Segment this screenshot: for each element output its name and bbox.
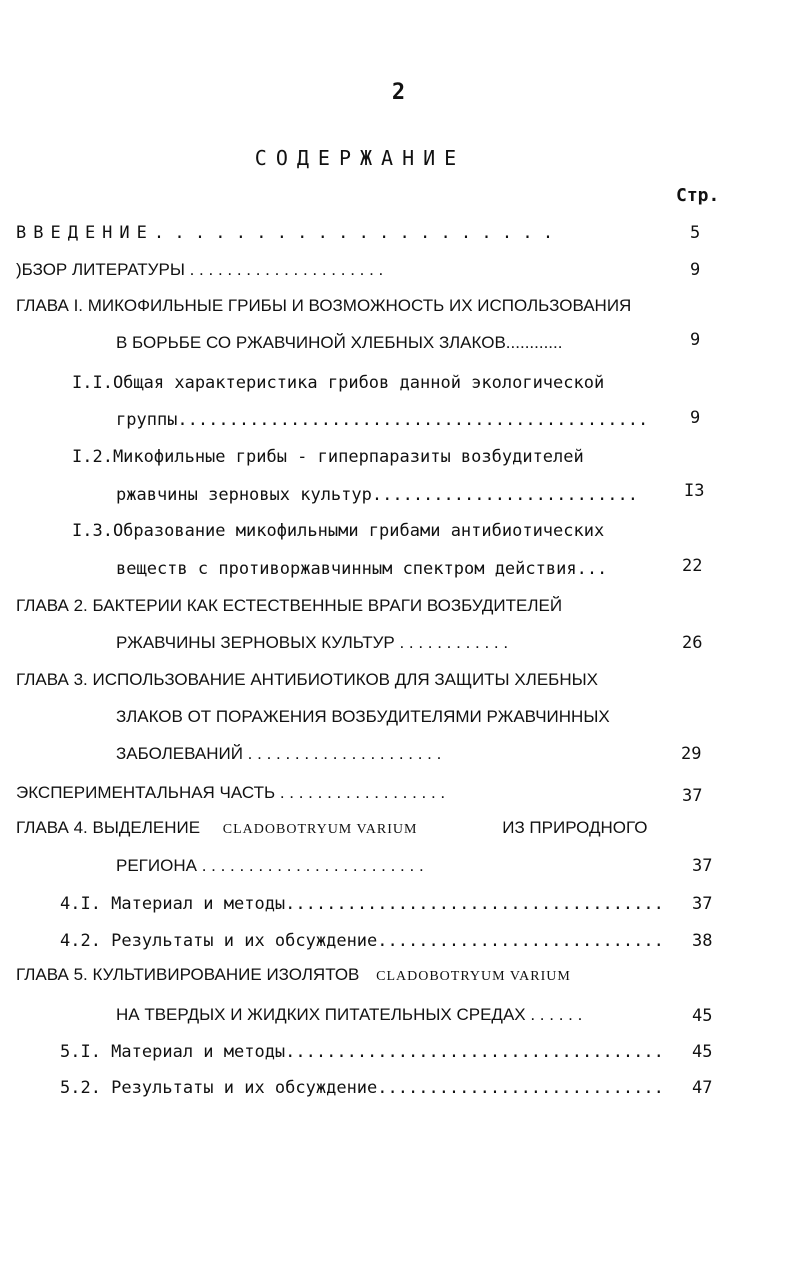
toc-entry-chapter-1 [16,293,676,319]
entry-text: ГЛАВА 5. КУЛЬТИВИРОВАНИЕ ИЗОЛЯТОВ [16,965,360,984]
toc-title: СОДЕРЖАНИЕ [254,146,466,170]
entry-text: ЗАБОЛЕВАНИЙ [116,744,243,763]
entry-text: ВВЕДЕНИЕ [16,223,154,243]
entry-text-after: ИЗ ПРИРОДНОГО [502,818,648,837]
leader-dots: . . . . . . . . . . . . . . . . . . . . . . . . [201,856,424,875]
entry-page: 47 [692,1078,713,1098]
entry-text: ГЛАВА I. МИКОФИЛЬНЫЕ ГРИБЫ И ВОЗМОЖНОСТЬ ИХ ИСПОЛЬЗОВАНИЯ [16,296,632,315]
toc-entry-chapter-2-cont [116,630,661,656]
entry-text: ГЛАВА 4. ВЫДЕЛЕНИЕ [16,818,201,837]
toc-entry-experimental [16,780,678,806]
toc-entry-1-2 [72,444,672,470]
entry-page: 5 [690,223,701,243]
leader-dots: ............ [505,333,563,352]
toc-entry-introduction [16,220,666,246]
entry-text: 5.2. Результаты и их обсуждение [60,1078,378,1098]
entry-text: РЖАВЧИНЫ ЗЕРНОВЫХ КУЛЬТУР [116,633,395,652]
entry-page: 37 [692,894,713,914]
entry-text: ГЛАВА 3. ИСПОЛЬЗОВАНИЕ АНТИБИОТИКОВ ДЛЯ ЗАЩИТЫ ХЛЕБНЫХ [16,670,598,689]
entry-page: 26 [682,633,703,653]
entry-page: 22 [682,556,703,576]
leader-dots: .............................................. [177,410,649,430]
toc-entry-chapter-3-cont2 [116,741,676,767]
latin-species-name: CLADOBOTRYUM VARIUM [376,969,571,984]
entry-text: НА ТВЕРДЫХ И ЖИДКИХ ПИТАТЕЛЬНЫХ СРЕДАХ [116,1005,526,1024]
toc-entry-literature-review [16,257,666,283]
entry-page: 9 [690,408,701,428]
entry-text: В БОРЬБЕ СО РЖАВЧИНОЙ ХЛЕБНЫХ ЗЛАКОВ [116,333,506,352]
entry-text: 4.I. Материал и методы [60,894,286,914]
entry-text: )БЗОР ЛИТЕРАТУРЫ [16,260,185,279]
entry-text: ржавчины зерновых культур [116,485,372,505]
entry-text: РЕГИОНА [116,856,197,875]
leader-dots: . . . . . . . . . . . . [399,633,509,652]
toc-entry-chapter-1-cont [116,330,656,356]
toc-entry-1-1-cont [116,407,682,433]
toc-entry-chapter-2 [16,593,656,619]
leader-dots: . . . . . . . . . . . . . . . . . . . . . [247,744,442,763]
toc-entry-5-2 [60,1075,680,1101]
toc-entry-1-3 [72,518,672,544]
entry-page: I3 [684,481,705,501]
leader-dots: ..................................... [285,894,664,914]
entry-page: 9 [690,260,701,280]
toc-entry-5-1 [60,1039,680,1065]
toc-entry-1-3-cont [116,556,661,582]
entry-text: ГЛАВА 2. БАКТЕРИИ КАК ЕСТЕСТВЕННЫЕ ВРАГИ ВОЗБУДИТЕЛЕЙ [16,596,563,615]
entry-page: 29 [681,744,702,764]
toc-entry-1-1 [72,370,672,396]
entry-page: 45 [692,1006,713,1026]
leader-dots: .......................... [371,485,638,505]
toc-entry-chapter-4 [16,815,716,841]
leader-dots: . . . . . . . . . . . . . . . . . . . . [153,223,554,243]
entry-page: 37 [682,786,703,806]
entry-page: 38 [692,931,713,951]
leader-dots: . . . . . . [530,1005,583,1024]
toc-entry-4-1 [60,891,680,917]
page-column-label: Стр. [676,185,720,206]
leader-dots: . . . . . . . . . . . . . . . . . . [279,783,446,802]
leader-dots: ............................ [377,1078,664,1098]
toc-entry-chapter-4-cont [116,853,682,879]
entry-text: группы [116,410,178,430]
toc-entry-chapter-5-cont [116,1002,682,1028]
toc-entry-1-2-cont [116,482,661,508]
entry-text: 4.2. Результаты и их обсуждение [60,931,378,951]
page-number: 2 [391,80,406,105]
entry-page: 37 [692,856,713,876]
entry-text: I.3.Образование микофильными грибами антибиотических [72,521,605,541]
entry-text: веществ с противоржавчинным спектром действия [116,559,577,579]
toc-entry-4-2 [60,928,668,954]
entry-text: ЭКСПЕРИМЕНТАЛЬНАЯ ЧАСТЬ [16,783,276,802]
leader-dots: . . . . . . . . . . . . . . . . . . . . . [189,260,384,279]
entry-page: 45 [692,1042,713,1062]
toc-entry-chapter-3 [16,667,656,693]
leader-dots: ............................ [377,931,664,951]
entry-text: I.I.Общая характеристика грибов данной экологической [72,373,605,393]
leader-dots: ..................................... [285,1042,664,1062]
toc-entry-chapter-3-cont [116,704,656,730]
toc-entry-chapter-5 [16,962,716,988]
leader-dots: ... [576,559,608,579]
entry-text: I.2.Микофильные грибы - гиперпаразиты возбудителей [72,447,584,467]
entry-page: 9 [690,330,701,350]
entry-text: 5.I. Материал и методы [60,1042,286,1062]
entry-text: ЗЛАКОВ ОТ ПОРАЖЕНИЯ ВОЗБУДИТЕЛЯМИ РЖАВЧИННЫХ [116,707,610,726]
latin-species-name: CLADOBOTRYUM VARIUM [222,822,418,837]
